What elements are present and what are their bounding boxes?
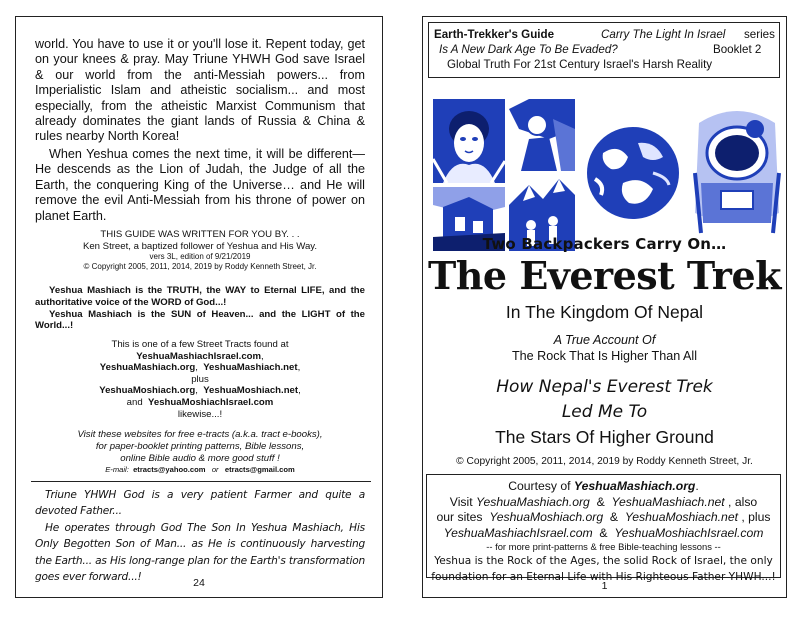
rock-line-1: Yeshua is the Rock of the Ages, the solid Rock of Israel, the only bbox=[434, 555, 773, 568]
site-link[interactable]: YeshuaMoshiach.org bbox=[99, 385, 196, 397]
likewise-text: likewise...! bbox=[177, 408, 223, 420]
right-page bbox=[422, 16, 787, 598]
author-block bbox=[35, 229, 365, 272]
site-link[interactable]: YeshuaMashiach.net bbox=[203, 362, 298, 374]
left-page bbox=[15, 16, 383, 598]
cover-images bbox=[423, 93, 788, 253]
tracts-intro: This is one of a few Street Tracts found at bbox=[111, 339, 289, 350]
guide-label: Earth-Trekker's Guide bbox=[434, 28, 555, 41]
account-line-1: A True Account Of bbox=[553, 333, 656, 347]
email-link[interactable]: etracts@yahoo.com bbox=[133, 465, 206, 475]
rock-line-2: foundation for an Eternal Life with His Righteous Father YHWH...! bbox=[431, 571, 776, 584]
guide-written-line: THIS GUIDE WAS WRITTEN FOR YOU BY. . . bbox=[100, 229, 300, 240]
site-link[interactable]: YeshuaMoshiachIsrael.com bbox=[148, 396, 274, 408]
earth-globe-image bbox=[583, 123, 683, 223]
divider bbox=[31, 481, 371, 482]
account-block bbox=[423, 333, 786, 365]
site-link[interactable]: YeshuaMashiach.net bbox=[611, 494, 725, 509]
separator: , bbox=[298, 385, 301, 397]
separator: , bbox=[297, 362, 301, 374]
site-link[interactable]: YeshuaMoshiach.net bbox=[203, 385, 299, 397]
and-text: and bbox=[126, 396, 149, 408]
series-label: series bbox=[744, 28, 775, 41]
email-label: E-mail: bbox=[105, 465, 134, 475]
amp: & bbox=[592, 525, 615, 540]
visit-line-2: for paper-booklet printing patterns, Bible lessons, bbox=[95, 440, 305, 452]
left-paragraph-1: world. You have to use it or you'll lose it. Repent today, get on your knees & pray. May Triune YHWH God save Israel & our world from the anti-Messiah powers... from Imperialistic Islam and atheistic socialism... and most especially, from the atheistic Marxist Communism that already dominates the giant lands of Russia & China & rules nearby North Korea! bbox=[35, 37, 365, 144]
separator: , bbox=[195, 362, 204, 374]
stars-subtitle: The Stars Of Higher Ground bbox=[495, 427, 714, 447]
left-paragraph-2: When Yeshua comes the next time, it will be different— He descends as the Lion of Judah, the Judge of all the Earth, the conquering King of the Universe… and He will remove the evil Anti-Messiah from his throne of power on planet Earth. bbox=[35, 147, 365, 223]
nepal-block bbox=[423, 375, 786, 425]
main-title: The Everest Trek bbox=[428, 253, 781, 298]
booklet-label: Booklet 2 bbox=[713, 43, 762, 56]
trekker-photo-image bbox=[509, 99, 575, 171]
nepal-line-2: Led Me To bbox=[561, 402, 648, 422]
author-line: Ken Street, a baptized follower of Yeshua and His Way. bbox=[82, 240, 318, 252]
farmer-line-2: He operates through God The Son In Yeshua Mashiach, His Only Begotten Son of Man... as He is continuously harvesting the Earth... as His long-range plan for the Earth's transformation goes ever forward...! bbox=[35, 521, 365, 584]
courtesy-label: Courtesy of bbox=[508, 479, 574, 493]
kingdom-subtitle: In The Kingdom Of Nepal bbox=[505, 302, 704, 322]
amp: & bbox=[603, 510, 625, 525]
nepal-line-1: How Nepal's Everest Trek bbox=[496, 377, 713, 397]
more-lessons-line: -- for more print-patterns & free Bible-teaching lessons -- bbox=[486, 541, 721, 553]
page-number: 24 bbox=[193, 577, 205, 589]
tagline: Two Backpackers Carry On… bbox=[482, 235, 727, 253]
tracts-block bbox=[35, 339, 365, 420]
courtesy-box bbox=[426, 474, 781, 584]
site-link[interactable]: YeshuaMashiachIsrael.com bbox=[443, 525, 593, 540]
series-title: Carry The Light In Israel bbox=[601, 28, 726, 41]
plus-label: , plus bbox=[737, 510, 771, 525]
separator: , bbox=[261, 350, 264, 362]
site-link[interactable]: YeshuaMoshiach.net bbox=[624, 510, 738, 525]
plus-text: plus bbox=[191, 373, 209, 385]
also-label: , also bbox=[724, 494, 758, 509]
site-link[interactable]: YeshuaMoshiachIsrael.com bbox=[614, 525, 764, 540]
visit-label: Visit bbox=[449, 494, 476, 509]
separator: , bbox=[195, 385, 204, 397]
account-line-2: The Rock That Is Higher Than All bbox=[511, 348, 698, 363]
version-line: vers 3L, edition of 9/21/2019 bbox=[149, 252, 251, 262]
astronaut-image bbox=[691, 103, 783, 253]
email-line bbox=[35, 464, 365, 476]
visit-block bbox=[35, 429, 365, 476]
visit-line-3: online Bible audio & more good stuff ! bbox=[120, 452, 280, 464]
site-link[interactable]: YeshuaMashiachIsrael.com bbox=[136, 350, 262, 362]
right-copyright-line: © Copyright 2005, 2011, 2014, 2019 by Roddy Kenneth Street, Jr. bbox=[456, 456, 753, 467]
period: . bbox=[695, 479, 699, 493]
site-link[interactable]: YeshuaMashiach.org bbox=[99, 362, 196, 374]
email-link[interactable]: etracts@gmail.com bbox=[224, 465, 295, 475]
page-number: 1 bbox=[601, 580, 608, 592]
farmer-line-1: Triune YHWH God is a very patient Farmer and quite a devoted Father... bbox=[35, 489, 365, 518]
truth-statement-2: Yeshua Mashiach is the SUN of Heaven... and the LIGHT of the World...! bbox=[35, 308, 365, 332]
question-line: Is A New Dark Age To Be Evaded? bbox=[439, 43, 618, 56]
left-copyright-line: © Copyright 2005, 2011, 2014, 2019 by Roddy Kenneth Street, Jr. bbox=[83, 262, 317, 272]
amp: & bbox=[589, 494, 612, 509]
farmer-block bbox=[35, 487, 365, 585]
truth-block bbox=[35, 285, 365, 332]
site-link[interactable]: YeshuaMoshiach.org bbox=[489, 510, 604, 525]
girl-portrait-image bbox=[433, 99, 505, 183]
visit-line-1: Visit these websites for free e-tracts (a.k.a. tract e-books), bbox=[77, 429, 323, 440]
subtitle-line: Global Truth For 21st Century Israel's Harsh Reality bbox=[447, 58, 713, 71]
series-header bbox=[428, 22, 780, 78]
email-or: or bbox=[205, 465, 225, 475]
truth-statement-1: Yeshua Mashiach is the TRUTH, the WAY to Eternal LIFE, and the authoritative voice of the WORD of God...! bbox=[35, 285, 365, 308]
site-link[interactable]: YeshuaMashiach.org bbox=[476, 494, 590, 509]
main-site-link[interactable]: YeshuaMashiach.org bbox=[573, 479, 696, 493]
our-sites-label: our sites bbox=[436, 510, 490, 525]
